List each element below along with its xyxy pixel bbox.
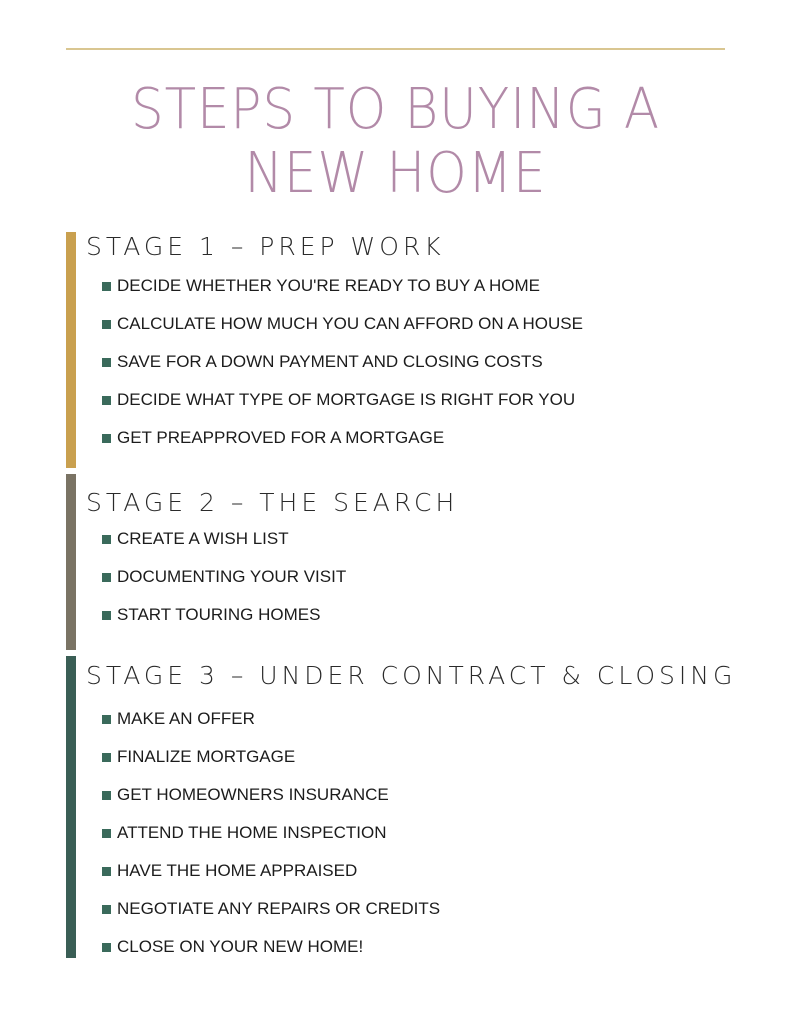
stage-3-heading: STAGE 3 – UNDER CONTRACT & CLOSING bbox=[86, 661, 737, 690]
stage-3-color-bar bbox=[66, 656, 76, 958]
list-item bbox=[102, 529, 289, 549]
square-bullet-icon bbox=[102, 791, 111, 800]
stage-2-heading: STAGE 2 – THE SEARCH bbox=[86, 488, 459, 517]
square-bullet-icon bbox=[102, 282, 111, 291]
list-item-text: DECIDE WHETHER YOU'RE READY TO BUY A HOME bbox=[117, 276, 540, 295]
list-item bbox=[102, 390, 575, 410]
list-item-text: HAVE THE HOME APPRAISED bbox=[117, 861, 358, 880]
square-bullet-icon bbox=[102, 867, 111, 876]
list-item bbox=[102, 605, 320, 625]
list-item bbox=[102, 861, 357, 881]
list-item-text: FINALIZE MORTGAGE bbox=[117, 747, 296, 766]
square-bullet-icon bbox=[102, 320, 111, 329]
list-item bbox=[102, 937, 363, 957]
stage-1-heading: STAGE 1 – PREP WORK bbox=[86, 232, 445, 261]
list-item bbox=[102, 314, 583, 334]
list-item bbox=[102, 352, 543, 372]
list-item-text: START TOURING HOMES bbox=[117, 605, 321, 624]
list-item-text: GET HOMEOWNERS INSURANCE bbox=[117, 785, 389, 804]
list-item-text: CALCULATE HOW MUCH YOU CAN AFFORD ON A HOUSE bbox=[117, 314, 583, 333]
square-bullet-icon bbox=[102, 396, 111, 405]
square-bullet-icon bbox=[102, 434, 111, 443]
list-item-text: CLOSE ON YOUR NEW HOME! bbox=[117, 937, 364, 956]
list-item bbox=[102, 428, 444, 448]
square-bullet-icon bbox=[102, 943, 111, 952]
list-item-text: NEGOTIATE ANY REPAIRS OR CREDITS bbox=[117, 899, 441, 918]
page-title-line-1: STEPS TO BUYING A bbox=[130, 77, 661, 142]
list-item-text: DECIDE WHAT TYPE OF MORTGAGE IS RIGHT FOR YOU bbox=[117, 390, 576, 409]
list-item bbox=[102, 747, 295, 767]
square-bullet-icon bbox=[102, 358, 111, 367]
list-item-text: DOCUMENTING YOUR VISIT bbox=[117, 567, 347, 586]
square-bullet-icon bbox=[102, 573, 111, 582]
square-bullet-icon bbox=[102, 715, 111, 724]
stage-2-color-bar bbox=[66, 474, 76, 650]
list-item bbox=[102, 785, 389, 805]
top-divider bbox=[66, 48, 725, 50]
list-item bbox=[102, 899, 440, 919]
list-item bbox=[102, 276, 540, 296]
list-item-text: CREATE A WISH LIST bbox=[117, 529, 289, 548]
page-title-line-2: NEW HOME bbox=[244, 141, 547, 206]
square-bullet-icon bbox=[102, 753, 111, 762]
list-item-text: ATTEND THE HOME INSPECTION bbox=[117, 823, 387, 842]
list-item bbox=[102, 567, 346, 587]
list-item bbox=[102, 709, 255, 729]
square-bullet-icon bbox=[102, 829, 111, 838]
list-item bbox=[102, 823, 387, 843]
list-item-text: MAKE AN OFFER bbox=[117, 709, 255, 728]
square-bullet-icon bbox=[102, 905, 111, 914]
page-title bbox=[32, 78, 760, 206]
stage-1-color-bar bbox=[66, 232, 76, 468]
square-bullet-icon bbox=[102, 535, 111, 544]
list-item-text: SAVE FOR A DOWN PAYMENT AND CLOSING COSTS bbox=[117, 352, 543, 371]
list-item-text: GET PREAPPROVED FOR A MORTGAGE bbox=[117, 428, 445, 447]
square-bullet-icon bbox=[102, 611, 111, 620]
